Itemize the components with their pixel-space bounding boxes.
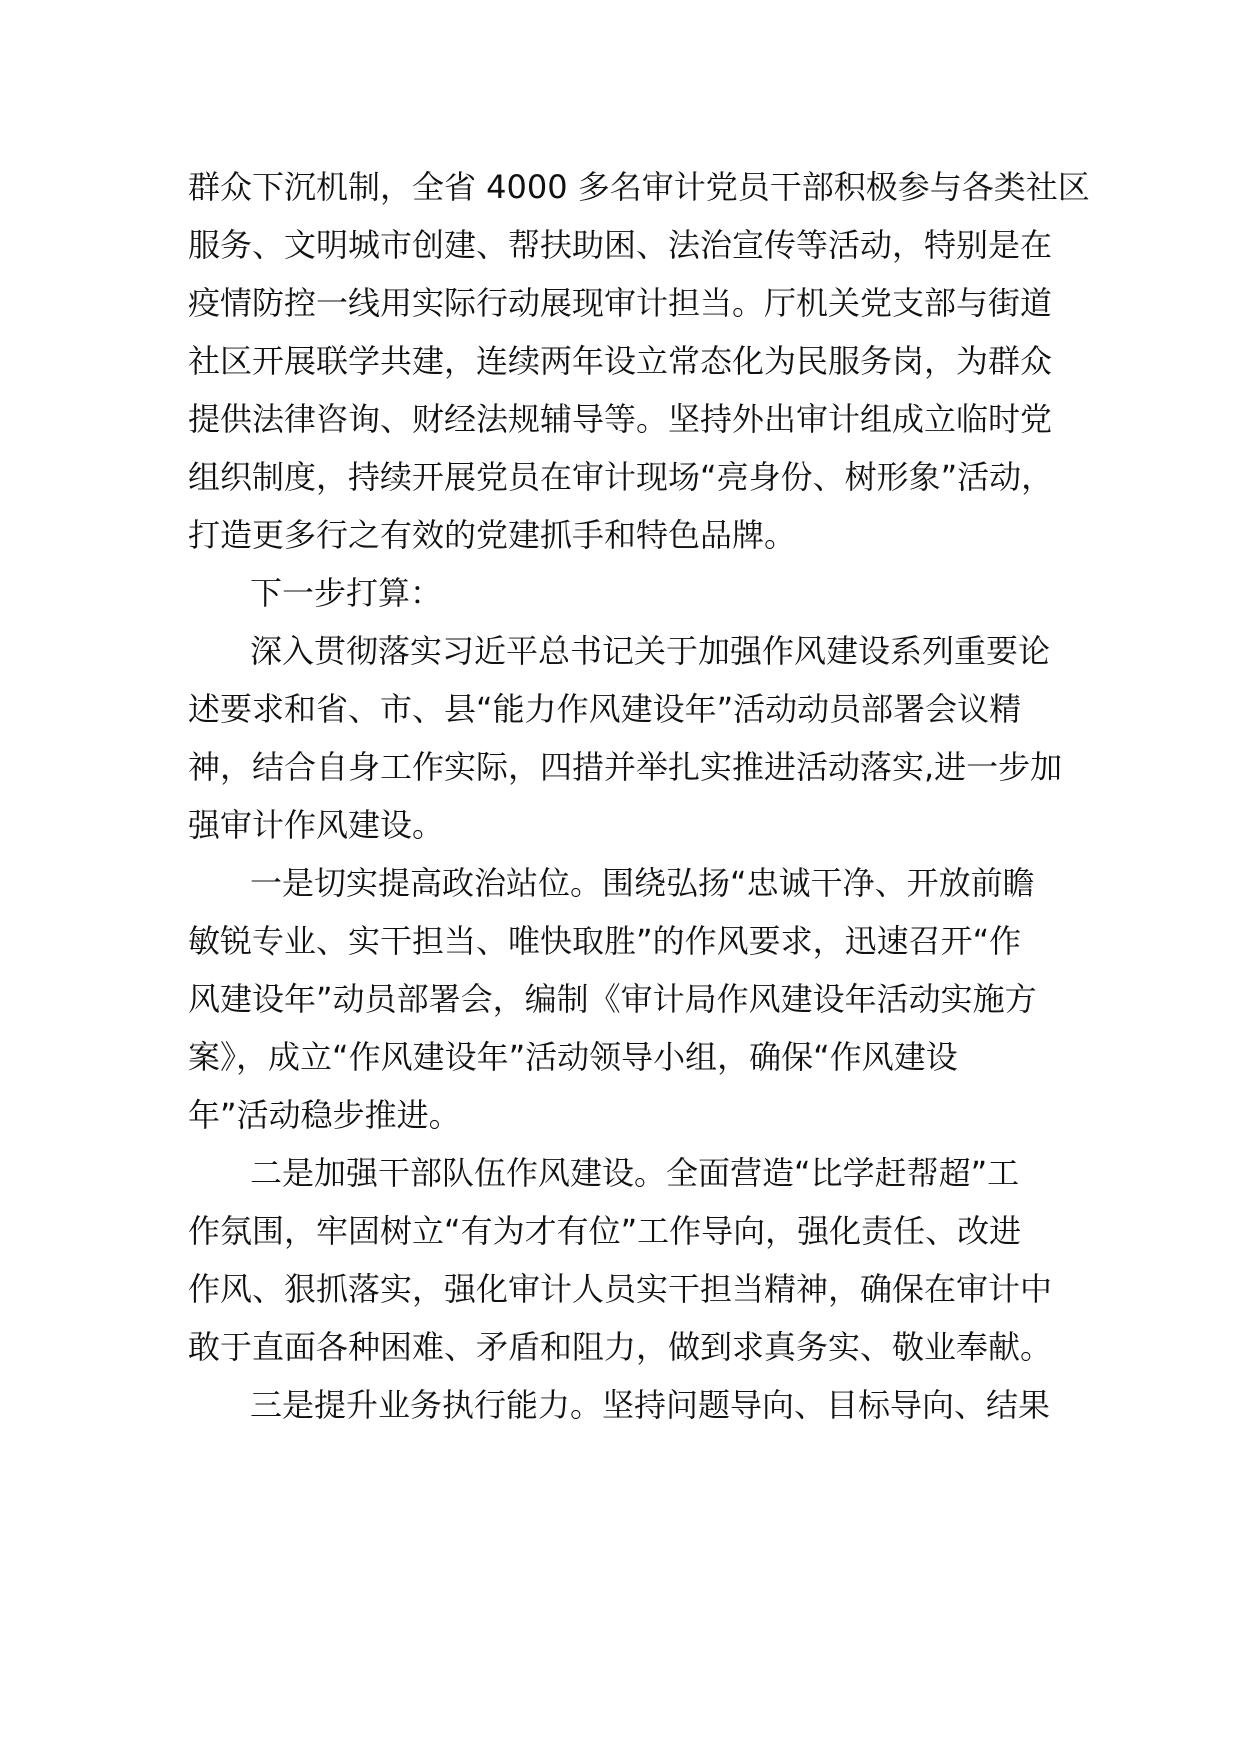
text-line: 一是切实提高政治站位。围绕弘扬“忠诚干净、开放前瞻 [250,864,1035,902]
text-line: 神，结合自身工作实际，四措并举扎实推进活动落实,进一步加 [188,748,1063,786]
text-line: 疫情防控一线用实际行动展现审计担当。厅机关党支部与街道 [188,284,1053,322]
text-line: 三是提升业务执行能力。坚持问题导向、目标导向、结果 [250,1386,1051,1424]
text-line: 风建设年”动员部署会，编制《审计局作风建设年活动实施方 [188,980,1037,1018]
text-line: 深入贯彻落实习近平总书记关于加强作风建设系列重要论 [250,632,1051,670]
section-heading: 下一步打算： [250,574,443,612]
text-line: 社区开展联学共建，连续两年设立常态化为民服务岗，为群众 [188,342,1053,380]
text-line: 打造更多行之有效的党建抓手和特色品牌。 [188,516,797,554]
text-line: 强审计作风建设。 [188,806,445,844]
text-line: 作氛围，牢固树立“有为才有位”工作导向，强化责任、改进 [188,1212,1022,1250]
text-line: 组织制度，持续开展党员在审计现场“亮身份、树形象”活动， [188,458,1054,496]
text-line: 服务、文明城市创建、帮扶助困、法治宣传等活动，特别是在 [188,226,1053,264]
text-line: 案》，成立“作风建设年”活动领导小组，确保“作风建设 [188,1038,958,1076]
text-line: 敏锐专业、实干担当、唯快取胜”的作风要求，迅速召开“作 [188,922,1022,960]
text-line: 群众下沉机制，全省 4000 多名审计党员干部积极参与各类社区 [188,168,1090,206]
text-line: 二是加强干部队伍作风建设。全面营造“比学赶帮超”工 [250,1154,1020,1192]
text-line: 提供法律咨询、财经法规辅导等。坚持外出审计组成立临时党 [188,400,1053,438]
text-line: 年”活动稳步推进。 [188,1096,461,1134]
text-line: 作风、狠抓落实，强化审计人员实干担当精神，确保在审计中 [188,1270,1053,1308]
text-line: 敢于直面各种困难、矛盾和阻力，做到求真务实、敬业奉献。 [188,1328,1053,1366]
text-line: 述要求和省、市、县“能力作风建设年”活动动员部署会议精 [188,690,1022,728]
